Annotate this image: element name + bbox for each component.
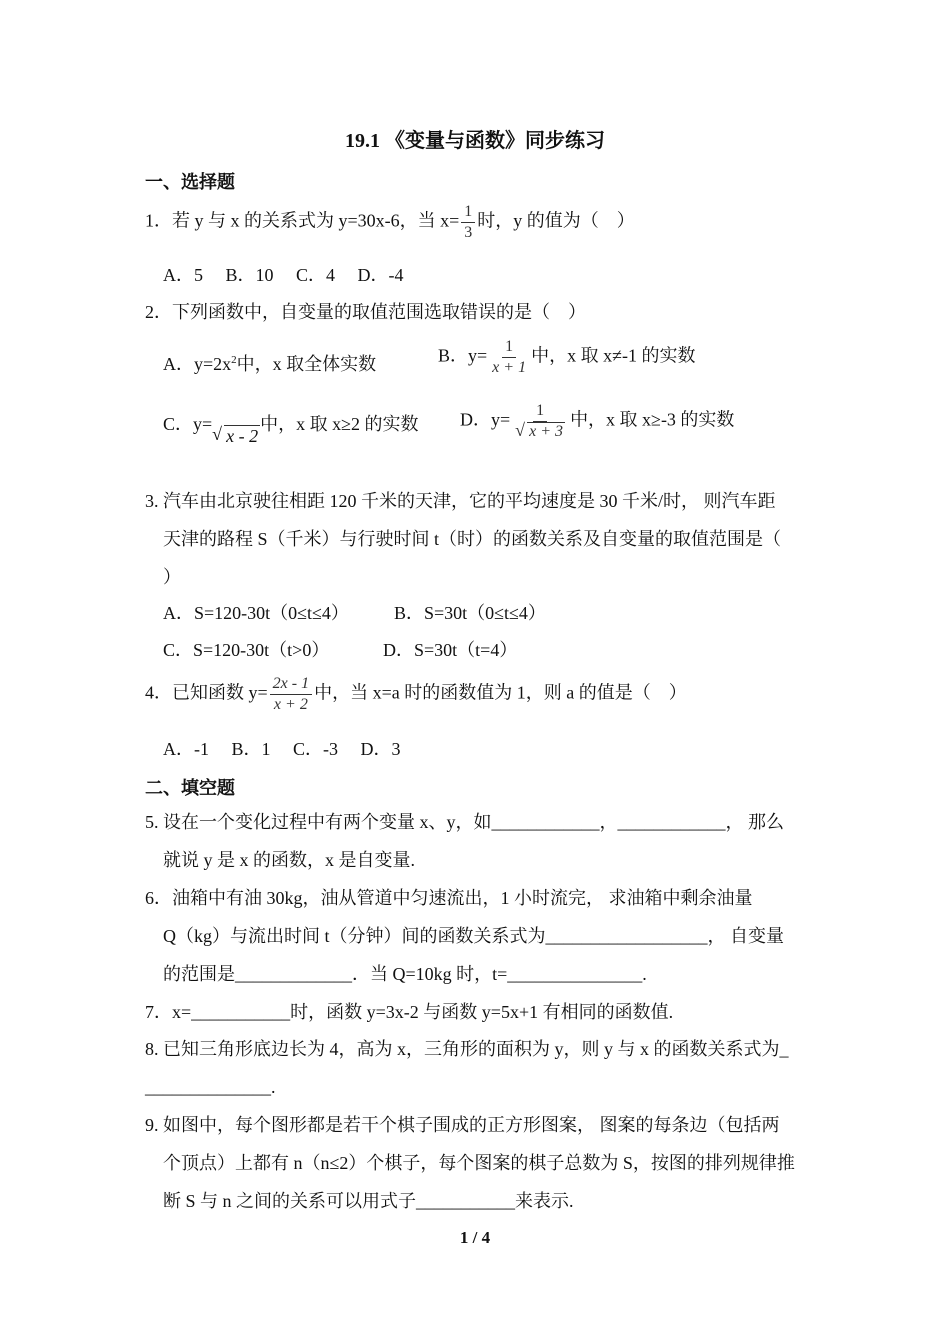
question-2-option-c: C．y=√ x - 2中，x 取 x≥2 的实数 <box>163 412 419 436</box>
question-8-line-2: ______________. <box>145 1077 276 1097</box>
question-5-line-2: 就说 y 是 x 的函数，x 是自变量. <box>163 850 415 870</box>
question-3-line-3: ） <box>163 567 181 587</box>
question-9-line-2: 个顶点）上都有 n（n≤2）个棋子，每个图案的棋子总数为 S，按图的排列规律推 <box>163 1153 795 1173</box>
section-heading-fill: 二、填空题 <box>145 778 235 798</box>
question-9-line-3: 断 S 与 n 之间的关系可以用式子___________来表示. <box>163 1191 574 1211</box>
section-heading-choice: 一、选择题 <box>145 172 235 192</box>
question-3-line-1: 3. 汽车由北京驶往相距 120 千米的天津，它的平均速度是 30 千米/时， 则汽车距 <box>145 491 776 511</box>
fraction-option-d: 1 √ x + 3 <box>512 402 568 441</box>
fraction-question-4: $\frac{2x - 1}{x + 2}$ <box>270 675 312 714</box>
question-2-option-d: D．y= 1 √ x + 3 中，x 取 x≥-3 的实数 <box>460 402 734 441</box>
fraction-one-third: $\frac{1}{3}$ <box>461 203 475 242</box>
question-2: 2．下列函数中，自变量的取值范围选取错误的是（ ） <box>145 302 586 322</box>
sqrt-option-c: √ x - 2 <box>212 424 260 448</box>
question-6-line-1: 6．油箱中有油 30kg，油从管道中匀速流出，1 小时流完， 求油箱中剩余油量 <box>145 888 753 908</box>
question-4-options: A．-1 B．1 C．-3 D．3 <box>163 739 401 759</box>
question-9-line-1: 9. 如图中，每个图形都是若干个棋子围成的正方形图案， 图案的每条边（包括两 <box>145 1115 780 1135</box>
question-8-line-1: 8. 已知三角形底边长为 4，高为 x，三角形的面积为 y，则 y 与 x 的函数关系式为_ <box>145 1039 789 1059</box>
question-1-text: 1．若 y 与 x 的关系式为 y=30x-6，当 x= <box>145 210 460 231</box>
page-number: 1 / 4 <box>459 1228 491 1247</box>
fraction-option-b: $\frac{1}{x + 1}$ <box>492 338 527 376</box>
question-3-option-b: B．S=30t（0≤t≤4） <box>394 603 546 623</box>
page-title: 19.1 《变量与函数》同步练习 <box>345 130 605 152</box>
question-1-options: A．5 B．10 C．4 D．-4 <box>163 265 404 285</box>
question-7: 7．x=___________时，函数 y=3x-2 与函数 y=5x+1 有相同的函数值. <box>145 1002 674 1022</box>
question-2-option-b: B．y= $\frac{1}{x + 1}$ 中，x 取 x≠-1 的实数 <box>438 338 696 376</box>
question-3-option-a: A．S=120-30t（0≤t≤4） <box>163 603 349 623</box>
question-1 <box>145 203 635 242</box>
question-3-option-d: D．S=30t（t=4） <box>383 640 518 660</box>
question-5-line-1: 5. 设在一个变化过程中有两个变量 x、y，如____________，____________， 那么 <box>145 812 784 832</box>
question-1-text-end: 时，y 的值为（ ） <box>477 210 635 231</box>
question-6-line-2: Q（kg）与流出时间 t（分钟）间的函数关系式为__________________， 自变量 <box>163 926 784 946</box>
question-3-line-2: 天津的路程 S（千米）与行驶时间 t（时）的函数关系及自变量的取值范围是（ <box>163 529 782 549</box>
question-3-option-c: C．S=120-30t（t>0） <box>163 640 330 660</box>
question-6-line-3: 的范围是_____________．当 Q=10kg 时，t=_______________. <box>163 964 647 984</box>
question-4: 4．已知函数 y= $\frac{2x - 1}{x + 2}$ 中，当 x=a 时的函数值为 1，则 a 的值是（ ） <box>145 675 687 713</box>
question-2-option-a: A．$y=2x^2$中，x 取全体实数 <box>163 354 377 374</box>
